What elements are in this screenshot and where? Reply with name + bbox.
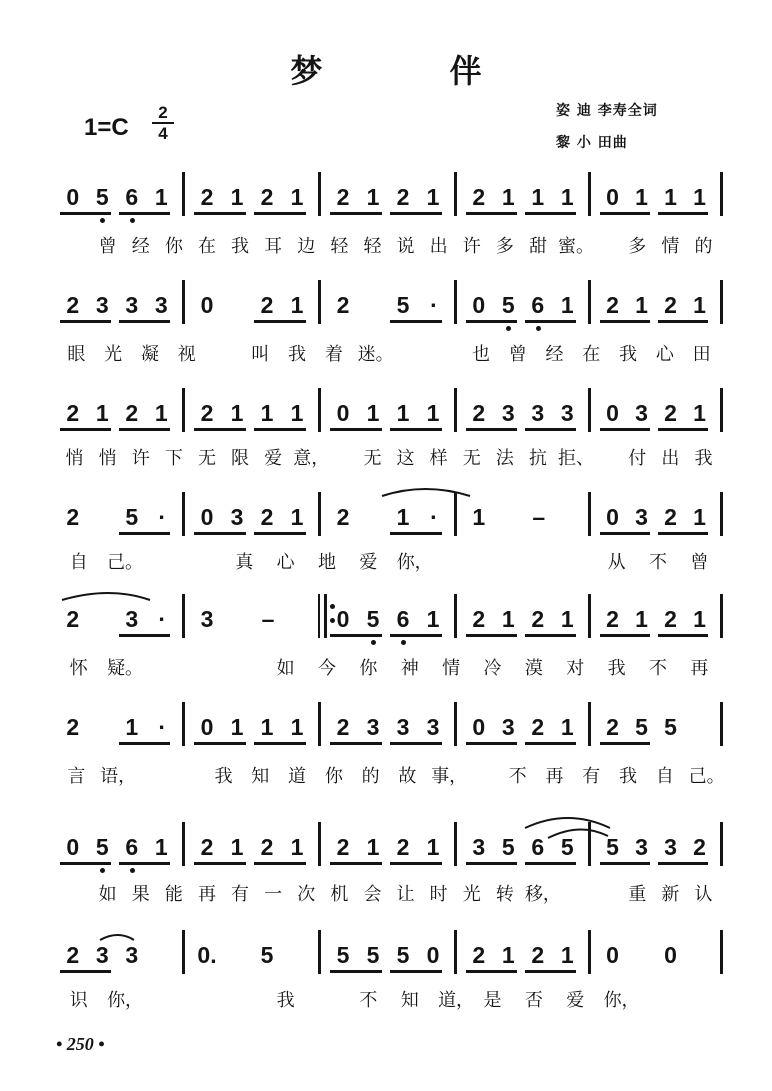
note: 5 (95, 184, 109, 210)
note: 2 (472, 400, 486, 426)
note: 3 (560, 400, 574, 426)
lyric-char: 道， (438, 990, 475, 1011)
note: 1 (366, 184, 380, 210)
lyric-char: 我 (231, 236, 250, 257)
note: 5 (635, 714, 648, 740)
lyric-char: 再 (545, 766, 564, 787)
duration-mark: · (430, 504, 438, 530)
lyric-char: 眼 (67, 344, 86, 365)
lyric-char: 下 (164, 448, 183, 469)
lyric-char: 出 (661, 448, 680, 469)
lyric-char: 从 (607, 552, 626, 573)
lyric-char: 一 (264, 884, 283, 905)
note: 3 (125, 606, 139, 632)
lyric-char: 叫 (251, 344, 270, 365)
lyric-char: 耳 (264, 236, 283, 257)
note: 1 (154, 184, 168, 210)
note: 1 (560, 184, 574, 210)
lyric-char: 你 (164, 236, 183, 257)
lyric-char: 机 (330, 884, 349, 905)
lyric-char: 也 (471, 344, 490, 365)
note: 5 (396, 292, 410, 318)
time-signature-top: 2 (158, 103, 168, 122)
lyric-char: 轻 (363, 236, 382, 257)
note: 1 (693, 400, 706, 426)
lyric-char: 轻 (330, 236, 349, 257)
note: 1 (501, 942, 515, 968)
note: 2 (531, 942, 545, 968)
note: 0 (606, 184, 619, 210)
duration-mark: · (158, 606, 167, 632)
note: 3 (125, 942, 139, 968)
note: 1 (366, 400, 380, 426)
lyric-char: 时 (429, 884, 448, 905)
note: 2 (531, 714, 545, 740)
note: 3 (125, 292, 139, 318)
note: 2 (66, 292, 80, 318)
note: 1 (664, 184, 677, 210)
note: 0 (66, 184, 80, 210)
note: 1 (693, 292, 706, 318)
lyric-char: 曾 (508, 344, 527, 365)
lyric-char: 曾 (98, 236, 117, 257)
lyric-char: 转 (495, 884, 514, 905)
lyric-char: 情 (442, 658, 461, 679)
tie-arc (62, 593, 150, 600)
note: 5 (260, 942, 274, 968)
lyric-char: 付 (628, 448, 647, 469)
duration-mark: · (158, 504, 167, 530)
note: 2 (336, 292, 350, 318)
note: 1 (260, 714, 274, 740)
note: 1 (693, 504, 706, 530)
note: 1 (426, 400, 440, 426)
lyric-char: 认 (694, 884, 713, 905)
note: 5 (125, 504, 139, 530)
note: 2 (66, 942, 80, 968)
lyric-char: 光 (104, 344, 123, 365)
note: 2 (664, 292, 677, 318)
note: 2 (336, 714, 350, 740)
note: 0 (336, 606, 350, 632)
note: 1 (290, 504, 304, 530)
note: 2 (693, 834, 706, 860)
note: 0 (606, 942, 619, 968)
lyric-char: 无 (462, 448, 481, 469)
lyric-char: 我 (694, 448, 713, 469)
lyric-char: 如 (98, 884, 117, 905)
note: 1 (560, 714, 574, 740)
note: 0. (197, 942, 217, 968)
lyric-char: 新 (661, 884, 680, 905)
note: 5 (560, 834, 574, 860)
note: 3 (635, 834, 648, 860)
duration-mark: · (158, 714, 167, 740)
lyric-char: 识 (69, 990, 88, 1011)
note: 2 (664, 504, 677, 530)
note: 1 (426, 184, 440, 210)
note: 3 (501, 400, 515, 426)
lyric-char: 真 (235, 552, 254, 573)
note: 1 (290, 292, 304, 318)
note: 2 (66, 714, 80, 740)
lyric-char: 田 (692, 344, 711, 365)
lyric-char: 言 (67, 766, 86, 787)
lyric-char: 抗 (528, 448, 547, 469)
note: 1 (125, 714, 139, 740)
lyric-char: 疑。 (107, 658, 144, 679)
lyric-char: 拒、 (558, 448, 595, 469)
lyric-char: 无 (363, 448, 382, 469)
note: 5 (606, 834, 619, 860)
lyric-char: 经 (131, 236, 150, 257)
lyric-char: 不 (648, 552, 667, 573)
note: 3 (664, 834, 677, 860)
lyric-char: 我 (214, 766, 233, 787)
lyric-char: 说 (396, 236, 415, 257)
lyric-char: 对 (566, 658, 585, 679)
lyric-char: 甜 (528, 236, 547, 257)
lyric-char: 法 (495, 448, 514, 469)
lyric-char: 悄 (98, 448, 117, 469)
lyric-char: 光 (462, 884, 481, 905)
slur-arc (100, 935, 134, 940)
lyric-char: 心 (276, 552, 295, 573)
lyric-char: 样 (429, 448, 448, 469)
lyric-char: 出 (429, 236, 448, 257)
note: 2 (200, 184, 214, 210)
lyric-char: 许 (131, 448, 150, 469)
note: 2 (664, 606, 677, 632)
note: 1 (290, 184, 304, 210)
note: 2 (125, 400, 139, 426)
lyric-char: 能 (164, 884, 183, 905)
lyric-char: 移， (524, 884, 561, 905)
lyric-char: 我 (607, 658, 626, 679)
lyric-char: 道 (288, 766, 307, 787)
note: 3 (200, 606, 214, 632)
lyric-char: 边 (297, 236, 316, 257)
composer-credit: 黎 小 田曲 (556, 135, 628, 151)
lyric-char: 漠 (524, 658, 543, 679)
lyric-char: 冷 (483, 658, 502, 679)
note: 2 (606, 292, 619, 318)
note: 6 (125, 184, 139, 210)
lyric-char: 经 (545, 344, 564, 365)
note: 3 (95, 942, 109, 968)
note: 1 (635, 184, 648, 210)
lyric-char: 意， (293, 448, 330, 469)
note: 1 (290, 400, 304, 426)
lyric-char: 今 (317, 658, 336, 679)
lyric-char: 知 (400, 990, 419, 1011)
note: 1 (290, 834, 304, 860)
lyric-char: 你， (107, 990, 144, 1011)
note: 3 (396, 714, 410, 740)
lyric-char: 曾 (690, 552, 709, 573)
note: 1 (501, 184, 515, 210)
note: 6 (531, 292, 545, 318)
lyric-char: 不 (508, 766, 527, 787)
note: 0 (664, 942, 677, 968)
note: 1 (396, 400, 410, 426)
lyric-char: 语， (100, 766, 137, 787)
song-title: 梦 伴 (290, 52, 540, 90)
note: 1 (560, 606, 574, 632)
lyric-char: 不 (359, 990, 378, 1011)
lyric-char: 你， (603, 990, 640, 1011)
lyric-char: 知 (251, 766, 270, 787)
note: 0 (426, 942, 440, 968)
note: 3 (635, 504, 648, 530)
lyric-char: 视 (177, 344, 196, 365)
tie-arc (382, 489, 470, 496)
note: 1 (230, 834, 244, 860)
lyric-char: 多 (628, 236, 647, 257)
note: 6 (125, 834, 139, 860)
lyric-char: 自 (69, 552, 88, 573)
note: 5 (366, 606, 380, 632)
note: 1 (230, 714, 244, 740)
time-signature-bottom: 4 (158, 124, 168, 143)
note: 2 (66, 400, 80, 426)
note: 2 (396, 834, 410, 860)
lyric-char: 你 (324, 766, 343, 787)
lyric-char: 地 (317, 552, 336, 573)
note: 1 (154, 834, 168, 860)
key-signature: 1=C (84, 114, 129, 141)
lyric-char: 不 (648, 658, 667, 679)
lyric-char: 你 (359, 658, 378, 679)
note: 2 (531, 606, 545, 632)
note: 0 (336, 400, 350, 426)
note: 1 (230, 400, 244, 426)
lyricist-credit: 姿 迪 李寿全词 (556, 103, 658, 119)
slur-arc (548, 829, 608, 838)
lyric-char: 多 (495, 236, 514, 257)
note: 5 (501, 292, 515, 318)
note: 1 (396, 504, 410, 530)
note: 1 (635, 606, 648, 632)
note: 0 (66, 834, 80, 860)
lyric-char: 己。 (688, 766, 725, 787)
note: 1 (560, 292, 574, 318)
lyric-char: 次 (297, 884, 316, 905)
lyric-char: 蜜。 (558, 236, 595, 257)
note: 1 (472, 504, 486, 530)
lyric-char: 再 (197, 884, 216, 905)
duration-mark: · (430, 292, 438, 318)
note: 3 (230, 504, 244, 530)
lyric-char: 爱 (264, 448, 283, 469)
note: 1 (426, 606, 440, 632)
note: 0 (472, 292, 486, 318)
lyric-char: 己。 (107, 552, 144, 573)
note: 3 (366, 714, 380, 740)
lyric-char: 有 (231, 884, 250, 905)
note: 0 (200, 292, 214, 318)
note: 1 (501, 606, 515, 632)
note: 2 (260, 504, 274, 530)
lyric-char: 着 (324, 344, 343, 365)
page-number: • 250 • (56, 1034, 105, 1054)
note: 2 (472, 606, 486, 632)
lyric-char: 会 (363, 884, 382, 905)
note: 3 (531, 400, 545, 426)
note: 6 (396, 606, 410, 632)
note: 3 (501, 714, 515, 740)
note: 5 (366, 942, 380, 968)
lyric-char: 是 (483, 990, 502, 1011)
note: 2 (200, 834, 214, 860)
lyric-char: 悄 (65, 448, 84, 469)
note: 2 (66, 504, 80, 530)
lyric-char: 的 (694, 236, 713, 257)
note: 6 (531, 834, 545, 860)
duration-mark: – (261, 606, 275, 632)
note: 5 (95, 834, 109, 860)
lyric-char: 在 (197, 236, 216, 257)
lyric-char: 迷。 (357, 344, 394, 365)
lyric-char: 心 (655, 344, 674, 365)
lyric-char: 在 (582, 344, 601, 365)
lyric-char: 凝 (140, 344, 159, 365)
lyric-char: 自 (655, 766, 674, 787)
note: 3 (95, 292, 109, 318)
note: 1 (426, 834, 440, 860)
duration-mark: – (532, 504, 546, 530)
note: 0 (200, 714, 214, 740)
lyric-char: 怀 (69, 658, 88, 679)
lyric-char: 爱 (566, 990, 585, 1011)
note: 0 (606, 504, 619, 530)
lyric-char: 我 (619, 766, 638, 787)
lyric-char: 的 (361, 766, 380, 787)
note: 2 (664, 400, 677, 426)
note: 3 (426, 714, 440, 740)
note: 1 (635, 292, 648, 318)
note: 3 (635, 400, 648, 426)
note: 2 (396, 184, 410, 210)
note: 2 (336, 504, 350, 530)
note: 1 (693, 606, 706, 632)
lyric-char: 果 (131, 884, 150, 905)
note: 5 (664, 714, 677, 740)
note: 0 (200, 504, 214, 530)
note: 2 (260, 292, 274, 318)
slur-arc (525, 818, 610, 828)
lyric-char: 爱 (359, 552, 378, 573)
note: 2 (606, 714, 619, 740)
lyric-char: 你， (396, 552, 433, 573)
note: 2 (606, 606, 619, 632)
note: 2 (260, 834, 274, 860)
lyric-char: 情 (661, 236, 680, 257)
note: 1 (154, 400, 168, 426)
lyric-char: 事， (431, 766, 468, 787)
lyric-char: 神 (400, 658, 419, 679)
note: 0 (472, 714, 486, 740)
note: 1 (560, 942, 574, 968)
note: 1 (531, 184, 545, 210)
note: 1 (230, 184, 244, 210)
lyric-char: 这 (396, 448, 415, 469)
note: 1 (693, 184, 706, 210)
note: 2 (336, 834, 350, 860)
note: 1 (95, 400, 109, 426)
lyric-char: 让 (396, 884, 415, 905)
lyric-char: 有 (582, 766, 601, 787)
note: 0 (606, 400, 619, 426)
lyric-char: 许 (462, 236, 481, 257)
note: 2 (336, 184, 350, 210)
note: 2 (66, 606, 80, 632)
note: 5 (501, 834, 515, 860)
lyric-char: 我 (619, 344, 638, 365)
lyric-char: 否 (524, 990, 543, 1011)
note: 1 (366, 834, 380, 860)
note: 2 (260, 184, 274, 210)
lyric-char: 故 (398, 766, 417, 787)
note: 2 (200, 400, 214, 426)
note: 2 (472, 184, 486, 210)
note: 5 (396, 942, 410, 968)
lyric-char: 无 (197, 448, 216, 469)
lyric-char: 我 (276, 990, 295, 1011)
lyric-char: 重 (628, 884, 647, 905)
note: 3 (154, 292, 168, 318)
lyric-char: 我 (288, 344, 307, 365)
note: 1 (260, 400, 274, 426)
note: 5 (336, 942, 350, 968)
lyric-char: 如 (276, 658, 295, 679)
lyric-char: 再 (690, 658, 709, 679)
lyric-char: 限 (231, 448, 250, 469)
note: 2 (472, 942, 486, 968)
note: 1 (290, 714, 304, 740)
note: 3 (472, 834, 486, 860)
